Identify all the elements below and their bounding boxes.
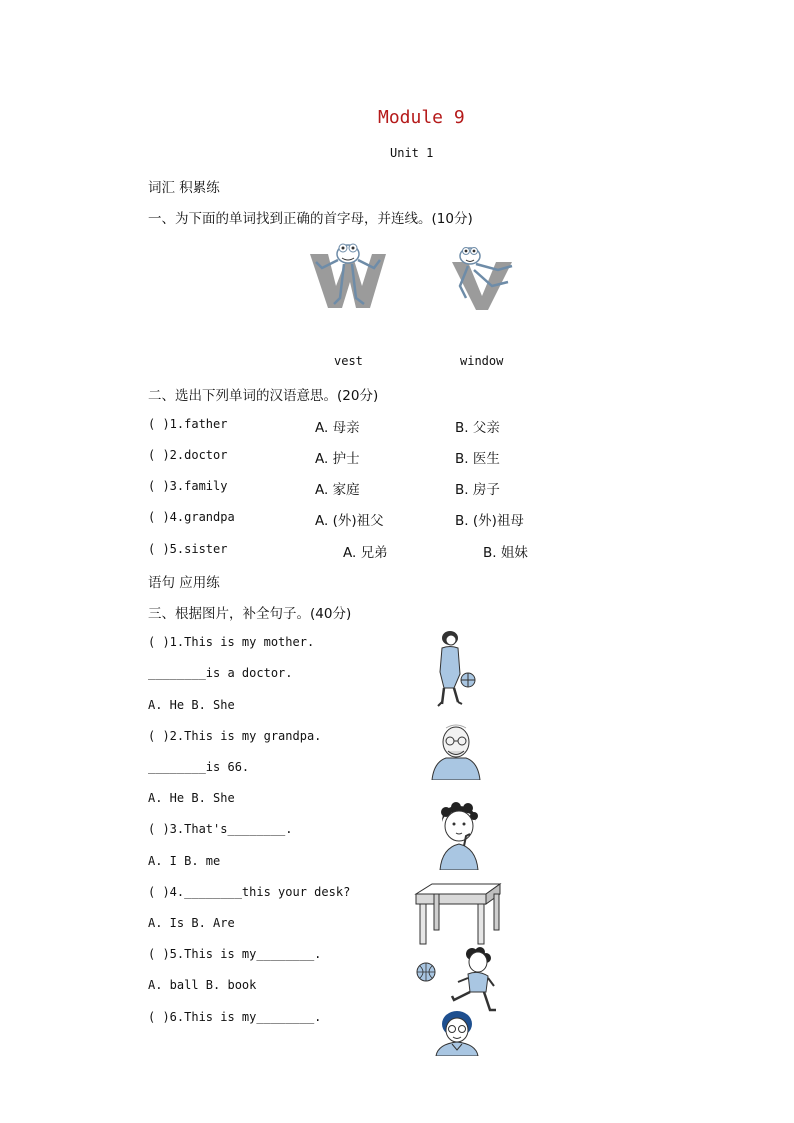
grandpa-icon (428, 722, 484, 780)
section-vocab-label: 词汇 积累练 (148, 180, 220, 196)
word-window: window (460, 354, 504, 368)
part3-line: A. He B. She (148, 791, 235, 805)
part2-option-a-3: A. 家庭 (315, 482, 360, 498)
part3-line: ( )6.This is my________. (148, 1010, 322, 1024)
part1-heading: 一、为下面的单词找到正确的首字母，并连线。(10分) (148, 211, 473, 227)
part2-question-2: ( )2.doctor (148, 448, 228, 462)
part3-line: A. ball B. book (148, 978, 257, 992)
part3-heading: 三、根据图片，补全句子。(40分) (148, 606, 352, 622)
part3-line: ( )3.That's________. (148, 822, 293, 836)
part3-line: ________is 66. (148, 760, 250, 774)
unit-subtitle: Unit 1 (390, 146, 434, 160)
part2-option-b-1: B. 父亲 (455, 420, 500, 436)
part2-option-a-5: A. 兄弟 (343, 545, 388, 561)
part3-line: A. Is B. Are (148, 916, 235, 930)
part3-line: ( )4.________this your desk? (148, 885, 351, 899)
part3-line: A. I B. me (148, 854, 221, 868)
part2-question-1: ( )1.father (148, 417, 228, 431)
frog-letter-w-icon (306, 238, 390, 312)
part2-question-5: ( )5.sister (148, 542, 228, 556)
page-title: Module 9 (378, 107, 465, 128)
part2-option-b-4: B. (外)祖母 (455, 513, 524, 529)
section-sentence-label: 语句 应用练 (148, 575, 220, 591)
part3-line: ( )5.This is my________. (148, 947, 322, 961)
boy-kicking-ball-icon (412, 944, 500, 1014)
part2-option-b-5: B. 姐妹 (483, 545, 528, 561)
part2-heading: 二、选出下列单词的汉语意思。(20分) (148, 388, 379, 404)
part3-line: ( )1.This is my mother. (148, 635, 315, 649)
part2-question-3: ( )3.family (148, 479, 228, 493)
part2-option-a-1: A. 母亲 (315, 420, 360, 436)
part2-option-b-2: B. 医生 (455, 451, 500, 467)
boy-thinking-icon (436, 802, 482, 870)
part3-line: ________is a doctor. (148, 666, 293, 680)
desk-icon (412, 880, 502, 948)
word-vest: vest (334, 354, 363, 368)
woman-with-ball-icon (430, 628, 480, 710)
part2-option-a-4: A. (外)祖父 (315, 513, 384, 529)
part3-line: ( )2.This is my grandpa. (148, 729, 322, 743)
part2-option-a-2: A. 护士 (315, 451, 360, 467)
frog-letter-v-icon (446, 242, 518, 312)
part2-option-b-3: B. 房子 (455, 482, 500, 498)
part3-line: A. He B. She (148, 698, 235, 712)
grandma-icon (432, 1008, 482, 1056)
part2-question-4: ( )4.grandpa (148, 510, 235, 524)
